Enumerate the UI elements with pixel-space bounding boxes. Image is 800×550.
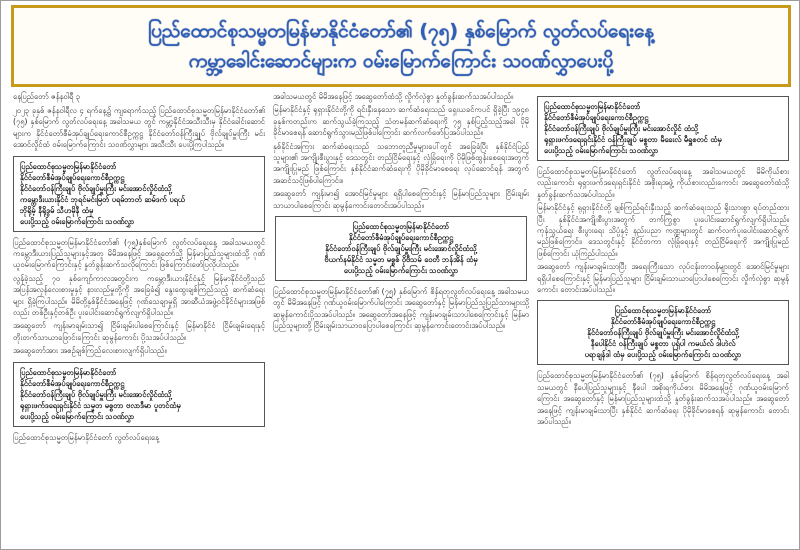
headline-line-1: ပြည်ထောင်စုသမ္မတမြန်မာနိုင်ငံတော်၏ (၇၅) နှစ်မြောက် လွတ်လပ်ရေးနေ့ (147, 20, 655, 42)
box-line: နိုင်ငံတော်ဝန်ကြီးချုပ် ဗိုလ်ချုပ်မှူးကြီး မင်းအောင်လှိုင်ထံသို့ (20, 183, 172, 193)
box-line: ပေးပို့သည့် ဝမ်းမြောက်ကြောင်း သဝဏ်လွှာ (343, 266, 459, 276)
box-line: ဘိုရိုမ့် နီရိုဒွမ် သီဟမိုနီ ထံမှ (20, 205, 94, 215)
body-paragraph: ပြည်ထောင်စုသမ္မတမြန်မာနိုင်ငံတော်၏ (၇၅) နှစ်မြောက် စိန်ရတုလွတ်လပ်ရေးနေ့ အခါသမယတွင် နီပေါပြည်သူများနှင့် နီပေါ အစိုးရကိုယ်စား မိမိအနေဖြင့် ဂုဏ်ယူဝမ်းမြောက်ကြောင်း အဆွေတော်နှင့် မြန်မာပြည်သူများထံသို့ နှုတ်ခွန်းဆက်သအပ်ပါသည်။ အဆွေတော်အနေဖြင့် ကျန်းမာချမ်းသာပြီး နှစ်နိုင်ငံ ဆက်ဆံရေး ပိုမိုခိုင်မာစေရန် ဆုမွန်ကောင်း တောင်းအပ်ပါသည်။ (537, 371, 789, 427)
box-line: ပြည်ထောင်စုသမ္မတမြန်မာနိုင်ငံတော် (544, 102, 641, 111)
body-paragraph: ပြည်ထောင်စုသမ္မတမြန်မာနိုင်ငံတော်၏ (၇၅) နှစ်မြောက် စိန်ရတုလွတ်လပ်ရေးနေ့ အခါသမယတွင် မိမိအနေဖြင့် ဂုဏ်ယူဝမ်းမြောက်ပါကြောင်း အဆွေတော်နှင့် မြန်မာပြည်သူပြည်သားများသို့ ဆုမွန်ကောင်းပို့သအပ်ပါသည်။ အဆွေတော်အနေဖြင့် ကျန်းမာချမ်းသာပါစေကြောင်းနှင့် မြန်မာပြည်သူများတို့ ငြိမ်းချမ်းသာယာဝပြောပါစေကြောင်း ဆုမွန်ကောင်းတောင်းအပ်ပါသည်။ (273, 287, 529, 331)
box-line: နိုင်ငံတော်စီမံအုပ်ချုပ်ရေးကောင်စီဥက္ကဋ္ဌ (544, 113, 649, 122)
article-column-3 (537, 91, 789, 543)
box-line: ရုရှားဖက်ဒရေးရှင်းနိုင်ငံ ဝန်ကြီးချုပ် မစ္စတာ မီခေးလ် မီရှူစတင် ထံမှ (544, 135, 722, 144)
letter-heading-box-cambodia (13, 156, 265, 232)
letter-heading-box-nepal (537, 300, 789, 365)
box-line: ပေးပို့သည့် ဝမ်းမြောက်ကြောင်း သဝဏ်လွှာ (544, 146, 659, 155)
body-paragraph: လွန်ခဲ့သည့် ၇၀ နှစ်ကျော်ကာလအတွင်းက ကမ္ဘောဒီးယားနိုင်ငံနှင့် မြန်မာနိုင်ငံတို့သည် အပြန်အလှန်လေးစားမှုနှင့် နားလည်မှုတို့ကို အခြေခံ၍ နွေးထွေးချစ်ကြည်သည့် ဆက်ဆံရေးများ ရှိခဲ့ကြပါသည်။ မိမိတို့နှစ်နိုင်ငံအနေဖြင့် ဂုဏ်သေချာမှုရှိ အာဆီယံအဖွဲ့ဝင်နိုင်ငံများအဖြစ်လည်း တစ်ဦးနှင့်တစ်ဦး ပူးပေါင်းဆောင်ရွက်လျက်ရှိပါသည်။ (13, 273, 265, 318)
body-paragraph: မြန်မာနိုင်ငံနှင့် ရုရှားနိုင်ငံတို့ ချစ်ကြည်ရင်းနှီးသည့် ဆက်ဆံရေးသည် ရိုးသားစွာ ရပ်တည်ထားပြီး နှစ်နိုင်ငံအကျိုးစီးပွားအတွက် တက်ကြွစွာ ပူးပေါင်းဆောင်ရွက်လျက်ရှိပါသည်။ ကုန်သွယ်ရေး စီးပွားရေး သိပ္ပံနှင့် နည်းပညာ ကဏ္ဍများတွင် ဆက်လက်ပူးပေါင်းဆောင်ရွက်မည်ဖြစ်ကြောင်း၊ ဒေသတွင်းနှင့် နိုင်ငံတကာ လုံခြုံရေးနှင့် တည်ငြိမ်ရေးကို အကျိုးပြုမည်ဖြစ်ကြောင်း ယုံကြည်ပါသည်။ (537, 203, 789, 258)
box-line: ပေးပို့သည့် ဝမ်းမြောက်ကြောင်း သဝဏ်လွှာ (20, 216, 135, 226)
letter-heading-box-russia-pm (537, 96, 789, 161)
body-paragraph: နှစ်နိုင်ငံအကြား ဆက်ဆံရေးသည် သဘောတူညီမှုများပေါ်တွင် အခြေခံပြီး နှစ်နိုင်ငံပြည်သူများ၏ အကျိုးစီးပွားနှင့် ဒေသတွင်း တည်ငြိမ်ရေးနှင့် လုံခြုံရေးကို ပိုမိုဖြစ်ထွန်းစေရေးအတွက် အကျိုးပြုမည် ဖြစ်ကြောင်း နှစ်နိုင်ငံဆက်ဆံရေးကို ပိုမိုခိုင်မာစေရေး လုပ်ဆောင်ရန် အတွက် အဆင်သင့်ဖြစ်ပါကြောင်း။ (273, 141, 529, 185)
box-line: ပေးပို့သည့် ဝမ်းမြောက်ကြောင်း သဝဏ်လွှာ (20, 411, 135, 421)
intro-paragraph: ၂၀၂၃ ခုနှစ် ဇန်နဝါရီလ ၄ ရက်နေ့၌ ကျရောက်သည့် ပြည်ထောင်စုသမ္မတမြန်မာနိုင်ငံတော်၏ (၇၅) နှစ်မြောက် လွတ်လပ်ရေးနေ့ အခါသမယ တွင် ကမ္ဘာ့နိုင်ငံအသီးသီးမှ နိုင်ငံခေါင်းဆောင်များက နိုင်ငံတော်စီမံအုပ်ချုပ်ရေးကောင်စီဥက္ကဋ္ဌ နိုင်ငံတော်ဝန်ကြီးချုပ် ဗိုလ်ချုပ်မှူးကြီး မင်းအောင်လှိုင်ထံ ဝမ်းမြောက်ကြောင်း သဝဏ်လွှာများ အသီးသီး ပေးပို့ကြပါသည်။ (13, 106, 265, 150)
box-line: ပရာချန်ဒါ ထံမှ ပေးပို့သည့် ဝမ်းမြောက်ကြောင်း သဝဏ်လွှာ (584, 350, 742, 360)
box-line: နိုင်ငံတော်ဝန်ကြီးချုပ် ဗိုလ်ချုပ်မှူးကြီး မင်းအောင်လှိုင် ထံသို့ (544, 124, 699, 133)
headline-line-2: ကမ္ဘာ့ခေါင်းဆောင်များက ဝမ်းမြောက်ကြောင်း သဝဏ်လွှာပေးပို့ (188, 50, 614, 72)
letter-heading-box-russia-president (13, 362, 265, 427)
body-paragraph: မြန်မာနိုင်ငံနှင့် ရုရှားနိုင်ငံတို့ကို ရင်းနှီးနေသော ဆက်ဆံရေးသည် ရှေးယခင်ကပင် ရှိခဲ့ပြီး ၁၉၄၈ ခုနှစ်ကတည်းက ဆက်သွယ်ခဲ့ကြသည့် သံတမန်ဆက်ဆံရေးကို ၇၅ နှစ်ပြည့်သည့်အခါ ပိုမိုခိုင်မာစေရန် ဆောင်ရွက်သွားမည်ဖြစ်ပါကြောင်း ဆက်လက်ဖော်ပြအပ်ပါသည်။ (273, 105, 529, 138)
box-line: နိုင်ငံတော်ဝန်ကြီးချုပ် ဗိုလ်ချုပ်မှူးကြီး မင်းအောင်လှိုင်ထံသို့ (587, 328, 739, 338)
box-line: ဗီယက်နမ်နိုင်ငံ သမ္မတ မစ္စစ် ဝိုဗီသမ် ဝေတီ ဘန်အိန် ထံမှ (324, 255, 478, 265)
article-column-2 (273, 91, 529, 543)
article-column-1 (13, 91, 265, 543)
body-paragraph: ပြည်ထောင်စုသမ္မတမြန်မာနိုင်ငံတော် လွတ်လပ်ရေးနေ့ (13, 432, 159, 442)
body-paragraph: အဆွေတော် ကျန်းမာချမ်းသာပြီး အရေးကြီးသော လုပ်ငန်းတာဝန်များတွင် အောင်မြင်မှုများ ရရှိပါစေကြောင်းနှင့် မြန်မာပြည်သူများ ငြိမ်းချမ်းသာယာပြောပါစေကြောင်း လှိုက်လှဲစွာ ဆုမွန်ကောင်း တောင်းအပ်ပါသည်။ (537, 262, 789, 295)
dateline: နေပြည်တော် ဇန်နဝါရီ ၃ (13, 92, 81, 101)
letter-heading-box-vietnam (275, 216, 527, 281)
box-line: ပြည်ထောင်စုသမ္မတမြန်မာနိုင်ငံတော် (20, 367, 117, 377)
body-paragraph: အဆွေတော်အား အစဉ်ချစ်ကြည်လေးစားလျက်ရှိပါသည်။ (13, 346, 167, 356)
box-line: နိုင်ငံတော်စီမံအုပ်ချုပ်ရေးကောင်စီဥက္ကဋ္ဌ (20, 378, 125, 388)
box-line: နိုင်ငံတော်စီမံအုပ်ချုပ်ရေးကောင်စီဥက္ကဋ္ဌ (610, 317, 716, 327)
body-paragraph: အခါသမယတွင် မိမိအနေဖြင့် အဆွေတော်ထံသို့ လှိုက်လှဲစွာ နှုတ်ခွန်းဆက်သအပ်ပါသည်။ (273, 92, 514, 101)
body-paragraph: ပြည်ထောင်စုသမ္မတမြန်မာနိုင်ငံတော်၏ (၇၅)နှစ်မြောက် လွတ်လပ်ရေးနေ့ အခါသမယတွင် ကမ္ဘောဒီးယားပြည်သူများနှင့်အတူ မိမိအနေဖြင့် အရှေ့တော်သို့ မြန်မာပြည်သူများထံသို့ ဂုဏ်ယူဝမ်းမြောက်ကြောင်းနှင့် နှုတ်ခွန်းဆက်သလိုကြောင်း ဖြစ်ကြောင်းဖော်ပြလိုပါသည်။ (13, 237, 265, 270)
box-line: ရုရှားဖက်ဒရေးရှင်းနိုင်ငံ သမ္မတ မစ္စတာ ဗလာဒီမာ ပူတင်ထံမှ (20, 400, 181, 410)
box-line: ကမ္ဘောဒီးယားနိုင်ငံ ဘုရင်မင်းမြတ် ပရမ်ဘာတ် ဆမ်ဒက် ပရယ် (20, 194, 186, 204)
box-line: နီပေါနိုင်ငံ ဝန်ကြီးချုပ် မစ္စတာ ပုရှ်ပါ ကမယ်လ် ဒါဟဲလ် (590, 339, 736, 349)
box-line: နိုင်ငံတော်စီမံအုပ်ချုပ်ရေးကောင်စီဥက္ကဋ္ဌ (348, 233, 454, 243)
box-line: နိုင်ငံတော်ဝန်ကြီးချုပ် ဗိုလ်ချုပ်မှူးကြီး မင်းအောင်လှိုင်ထံသို့ (20, 389, 172, 399)
box-line: ပြည်ထောင်စုသမ္မတမြန်မာနိုင်ငံတော် (352, 222, 450, 232)
box-line: နိုင်ငံတော်စီမံအုပ်ချုပ်ရေးကောင်စီဥက္ကဋ္ဌ (20, 172, 125, 182)
box-line: နိုင်ငံတော်ဝန်ကြီးချုပ် ဗိုလ်ချုပ်မှူးကြီး မင်းအောင်လှိုင်ထံသို့ (325, 244, 477, 254)
body-paragraph: အဆွေတော် ကျန်းမာ၍ အောင်မြင်မှုများ ရရှိပါစေကြောင်းနှင့် မြန်မာပြည်သူများ ငြိမ်းချမ်းသာယာပါစေကြောင်း ဆုမွန်ကောင်းတောင်းအပ်ပါသည်။ (273, 189, 529, 210)
body-paragraph: ပြည်ထောင်စုသမ္မတမြန်မာနိုင်ငံတော် လွတ်လပ်ရေးနေ့ အခါသမယတွင် မိမိကိုယ်စားလည်းကောင်း ရုရှားဖက်ဒရေးရှင်းနိုင်ငံ အစိုးရအဖွဲ့ ကိုယ်စားလည်းကောင်း အဆွေတော်ထံသို့ နှုတ်ခွန်းဆက်သအပ်ပါသည်။ (537, 167, 789, 199)
headline-banner (11, 5, 791, 87)
body-paragraph: အဆွေတော် ကျန်းမာချမ်းသာ၍ ငြိမ်းချမ်းပါစေကြောင်းနှင့် မြန်မာနိုင်ငံ ငြိမ်းချမ်းရေးနှင့် တိုးတက်သာယာဖြောင်းကြောင်း ဆုမွန်ကောင်း ပို့သအပ်ပါသည်။ (13, 321, 265, 342)
box-line: ပြည်ထောင်စုသမ္မတမြန်မာနိုင်ငံတော် (614, 306, 712, 316)
box-line: ပြည်ထောင်စုသမ္မတမြန်မာနိုင်ငံတော် (20, 161, 117, 171)
